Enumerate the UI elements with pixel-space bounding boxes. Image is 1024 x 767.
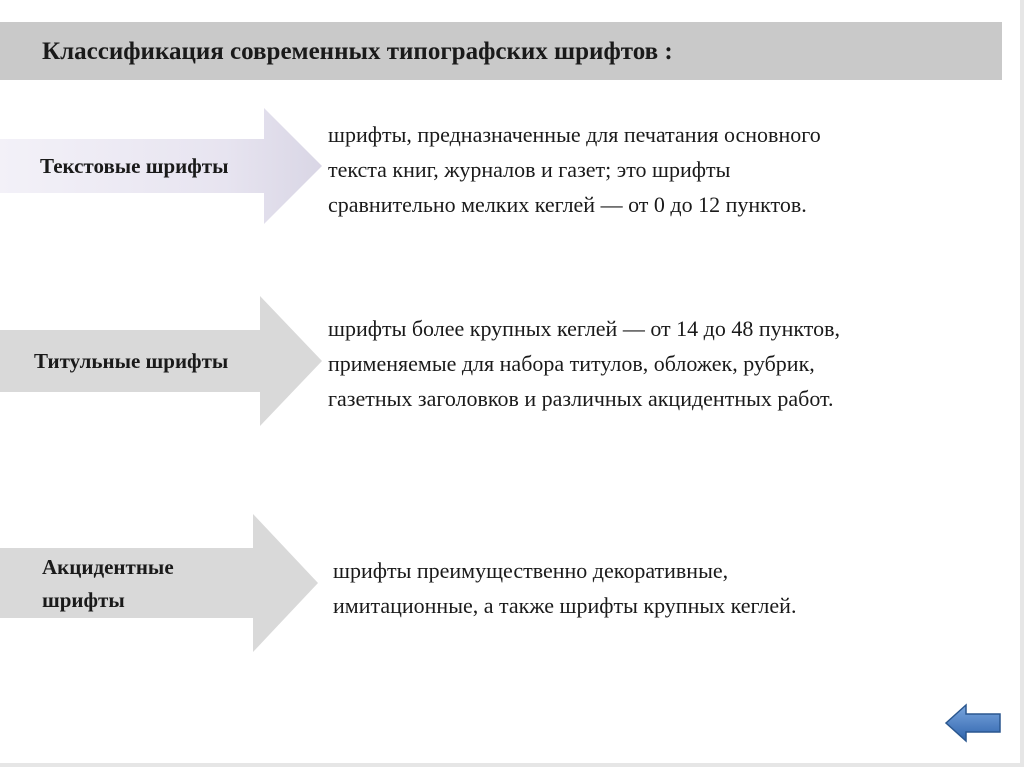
arrow-label bbox=[42, 551, 174, 617]
description-line: применяемые для набора титулов, обложек, рубрик, bbox=[328, 351, 815, 376]
arrow-left-icon bbox=[944, 703, 1004, 743]
description-line: текста книг, журналов и газет; это шрифты bbox=[328, 157, 731, 182]
arrow-label: Текстовые шрифты bbox=[40, 154, 229, 178]
description-accidental-fonts bbox=[333, 553, 796, 623]
arrow-label: Титульные шрифты bbox=[34, 349, 229, 373]
arrow-textual-fonts bbox=[0, 108, 322, 224]
arrow-label-line: Акцидентные bbox=[42, 555, 174, 579]
title-bar bbox=[0, 22, 1002, 80]
back-button[interactable] bbox=[944, 703, 1004, 743]
description-title-fonts bbox=[328, 311, 840, 416]
description-line: сравнительно мелких кеглей — от 0 до 12 пунктов. bbox=[328, 192, 807, 217]
description-line: имитационные, а также шрифты крупных кеглей. bbox=[333, 593, 797, 618]
description-textual-fonts bbox=[328, 117, 821, 222]
description-line: газетных заголовков и различных акцидентных работ. bbox=[328, 386, 834, 411]
arrow-accidental-fonts bbox=[0, 514, 318, 652]
description-line: шрифты, предназначенные для печатания основного bbox=[328, 122, 821, 147]
description-line: шрифты преимущественно декоративные, bbox=[333, 558, 729, 583]
description-line: шрифты более крупных кеглей — от 14 до 48 пунктов, bbox=[328, 316, 841, 341]
arrow-label-line: шрифты bbox=[42, 588, 125, 612]
slide-title: Классификация современных типографских шрифтов : bbox=[42, 38, 673, 65]
arrow-title-fonts bbox=[0, 296, 322, 426]
